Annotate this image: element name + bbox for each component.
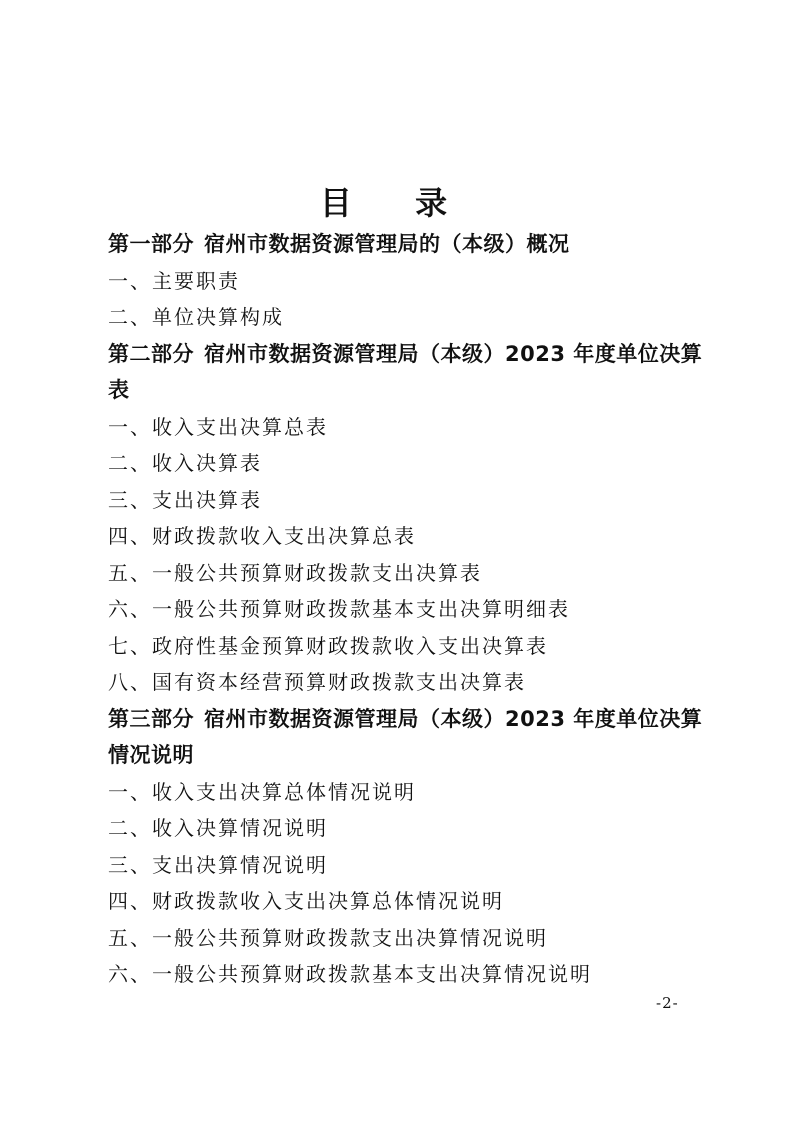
page-number: -2-: [656, 994, 679, 1012]
toc-part-label: 第三部分: [108, 706, 194, 731]
toc-item: 七、政府性基金预算财政拨款收入支出决算表: [108, 633, 548, 658]
toc-item: 三、支出决算表: [108, 487, 262, 512]
toc-item: 六、一般公共预算财政拨款基本支出决算情况说明: [108, 962, 592, 986]
toc-part-heading: [108, 336, 708, 409]
toc-part-heading: [108, 226, 708, 263]
toc-part-label: 第一部分: [108, 232, 194, 256]
toc-item: 二、单位决算构成: [108, 305, 284, 329]
table-of-contents: [108, 226, 708, 993]
toc-item: 一、主要职责: [108, 268, 240, 293]
toc-item: 四、财政拨款收入支出决算总表: [108, 524, 416, 548]
toc-item: 六、一般公共预算财政拨款基本支出决算明细表: [108, 597, 570, 621]
toc-item: 五、一般公共预算财政拨款支出决算情况说明: [108, 925, 548, 950]
page-title: 目 录: [319, 184, 474, 222]
toc-item: 二、收入决算情况说明: [108, 816, 328, 840]
toc-item: 八、国有资本经营预算财政拨款支出决算表: [108, 670, 526, 694]
toc-part-title: 宿州市数据资源管理局的（本级）概况: [204, 232, 570, 256]
toc-item: 一、收入支出决算总表: [108, 414, 328, 439]
toc-item: 四、财政拨款收入支出决算总体情况说明: [108, 889, 504, 913]
toc-part-label: 第二部分: [108, 341, 194, 366]
toc-part-title: 宿州市数据资源管理局（本级）2023 年度单位决算表: [108, 341, 703, 402]
toc-item: 三、支出决算情况说明: [108, 852, 328, 877]
toc-item: 五、一般公共预算财政拨款支出决算表: [108, 560, 482, 585]
toc-part-title: 宿州市数据资源管理局（本级）2023 年度单位决算情况说明: [108, 706, 703, 767]
toc-item: 二、收入决算表: [108, 451, 262, 475]
toc-part-heading: [108, 701, 708, 774]
toc-item: 一、收入支出决算总体情况说明: [108, 779, 416, 804]
